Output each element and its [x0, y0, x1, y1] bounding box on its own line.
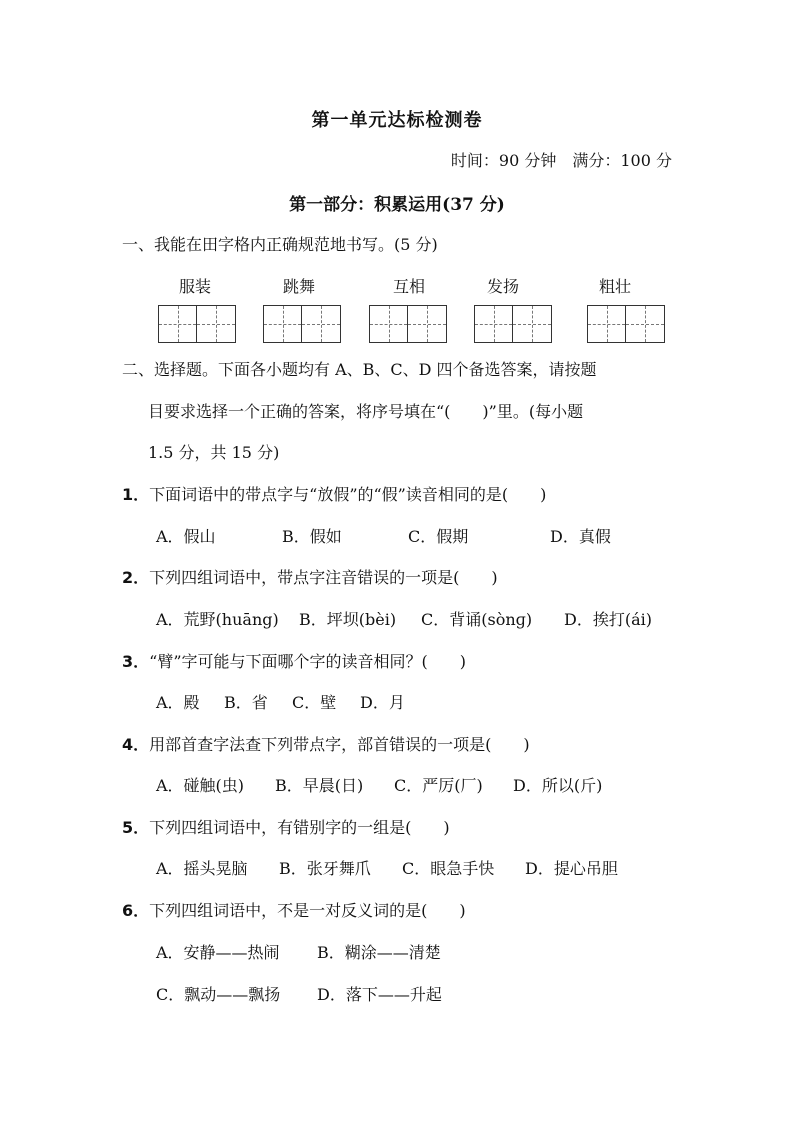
part-heading: 第一部分：积累运用(37 分): [289, 195, 505, 215]
question-text: 下列四组词语中，有错别字的一组是( ): [149, 818, 450, 837]
writing-word: 粗壮: [598, 277, 631, 296]
grid-cell[interactable]: [370, 306, 408, 342]
question-number: 5．: [122, 818, 150, 837]
question: [122, 732, 530, 755]
writing-word: 服装: [178, 277, 211, 296]
option[interactable]: C．严厉(厂): [394, 776, 483, 795]
grid-cell[interactable]: [475, 306, 513, 342]
option[interactable]: B．早晨(日): [275, 776, 364, 795]
grid-cell[interactable]: [197, 306, 235, 342]
question: [122, 815, 450, 838]
option[interactable]: A．荒野(huāng): [156, 610, 279, 629]
question: [122, 649, 466, 672]
question-text: 用部首查字法查下列带点字，部首错误的一项是( ): [149, 735, 530, 754]
grid-cell[interactable]: [626, 306, 664, 342]
option[interactable]: C．眼急手快: [402, 859, 495, 878]
option[interactable]: D．提心吊胆: [525, 859, 618, 878]
option[interactable]: D．落下——升起: [317, 985, 442, 1004]
question-options: [156, 690, 405, 713]
grid-cell[interactable]: [513, 306, 551, 342]
option[interactable]: A．摇头晃脑: [156, 859, 248, 878]
option[interactable]: D．真假: [550, 527, 611, 546]
grid-cell[interactable]: [264, 306, 302, 342]
writing-word: 发扬: [486, 277, 519, 296]
writing-word: 跳舞: [282, 277, 315, 296]
question-number: 6．: [122, 901, 150, 920]
grid-cell[interactable]: [408, 306, 446, 342]
option[interactable]: C．背诵(sònɡ): [421, 610, 533, 629]
question: [122, 565, 498, 588]
option[interactable]: B．省: [224, 693, 268, 712]
question-number: 1．: [122, 485, 150, 504]
tianzige-grid[interactable]: [369, 305, 447, 343]
question-options: [156, 856, 618, 879]
question-text: “臂”字可能与下面哪个字的读音相同？( ): [149, 652, 466, 671]
option[interactable]: A．安静——热闹: [156, 943, 280, 962]
question-text: 下面词语中的带点字与“放假”的“假”读音相同的是( ): [149, 485, 547, 504]
option[interactable]: A．殿: [156, 693, 200, 712]
grid-cell[interactable]: [159, 306, 197, 342]
option[interactable]: B．糊涂——清楚: [317, 943, 441, 962]
question-options: [156, 607, 652, 630]
option[interactable]: D．所以(斤): [513, 776, 603, 795]
writing-word: 互相: [392, 277, 425, 296]
option[interactable]: B．张牙舞爪: [279, 859, 371, 878]
question-text: 下列四组词语中，带点字注音错误的一项是( ): [149, 568, 498, 587]
question: [122, 482, 546, 505]
option[interactable]: A．假山: [156, 527, 216, 546]
section1-heading: 一、我能在田字格内正确规范地书写。(5 分): [122, 235, 438, 254]
page-title: 第一单元达标检测卷: [311, 110, 483, 131]
question-number: 4．: [122, 735, 150, 754]
question-text: 下列四组词语中，不是一对反义词的是( ): [149, 901, 466, 920]
tianzige-grid[interactable]: [474, 305, 552, 343]
question-options: [156, 773, 602, 796]
question-number: 2．: [122, 568, 150, 587]
tianzige-grid[interactable]: [587, 305, 665, 343]
option[interactable]: C．壁: [292, 693, 337, 712]
question-options: [156, 982, 442, 1005]
section2-heading: 二、选择题。下面各小题均有 A、B、C、D 四个备选答案，请按题: [122, 360, 597, 379]
option[interactable]: C．假期: [408, 527, 469, 546]
exam-meta: 时间：90 分钟 满分：100 分: [450, 151, 672, 170]
question: [122, 898, 466, 921]
grid-cell[interactable]: [302, 306, 340, 342]
option[interactable]: C．飘动——飘扬: [156, 985, 281, 1004]
option[interactable]: B．坪坝(bèi): [299, 610, 397, 629]
tianzige-grid[interactable]: [158, 305, 236, 343]
option[interactable]: D．月: [360, 693, 405, 712]
tianzige-grid[interactable]: [263, 305, 341, 343]
option[interactable]: B．假如: [282, 527, 342, 546]
question-number: 3．: [122, 652, 150, 671]
question-options: [156, 940, 441, 963]
question-options: [156, 524, 611, 547]
section2-heading: 1.5 分，共 15 分): [148, 443, 280, 462]
grid-cell[interactable]: [588, 306, 626, 342]
option[interactable]: D．挨打(ái): [564, 610, 652, 629]
section2-heading: 目要求选择一个正确的答案，将序号填在“( )”里。(每小题: [148, 402, 584, 421]
option[interactable]: A．碰触(虫): [156, 776, 245, 795]
